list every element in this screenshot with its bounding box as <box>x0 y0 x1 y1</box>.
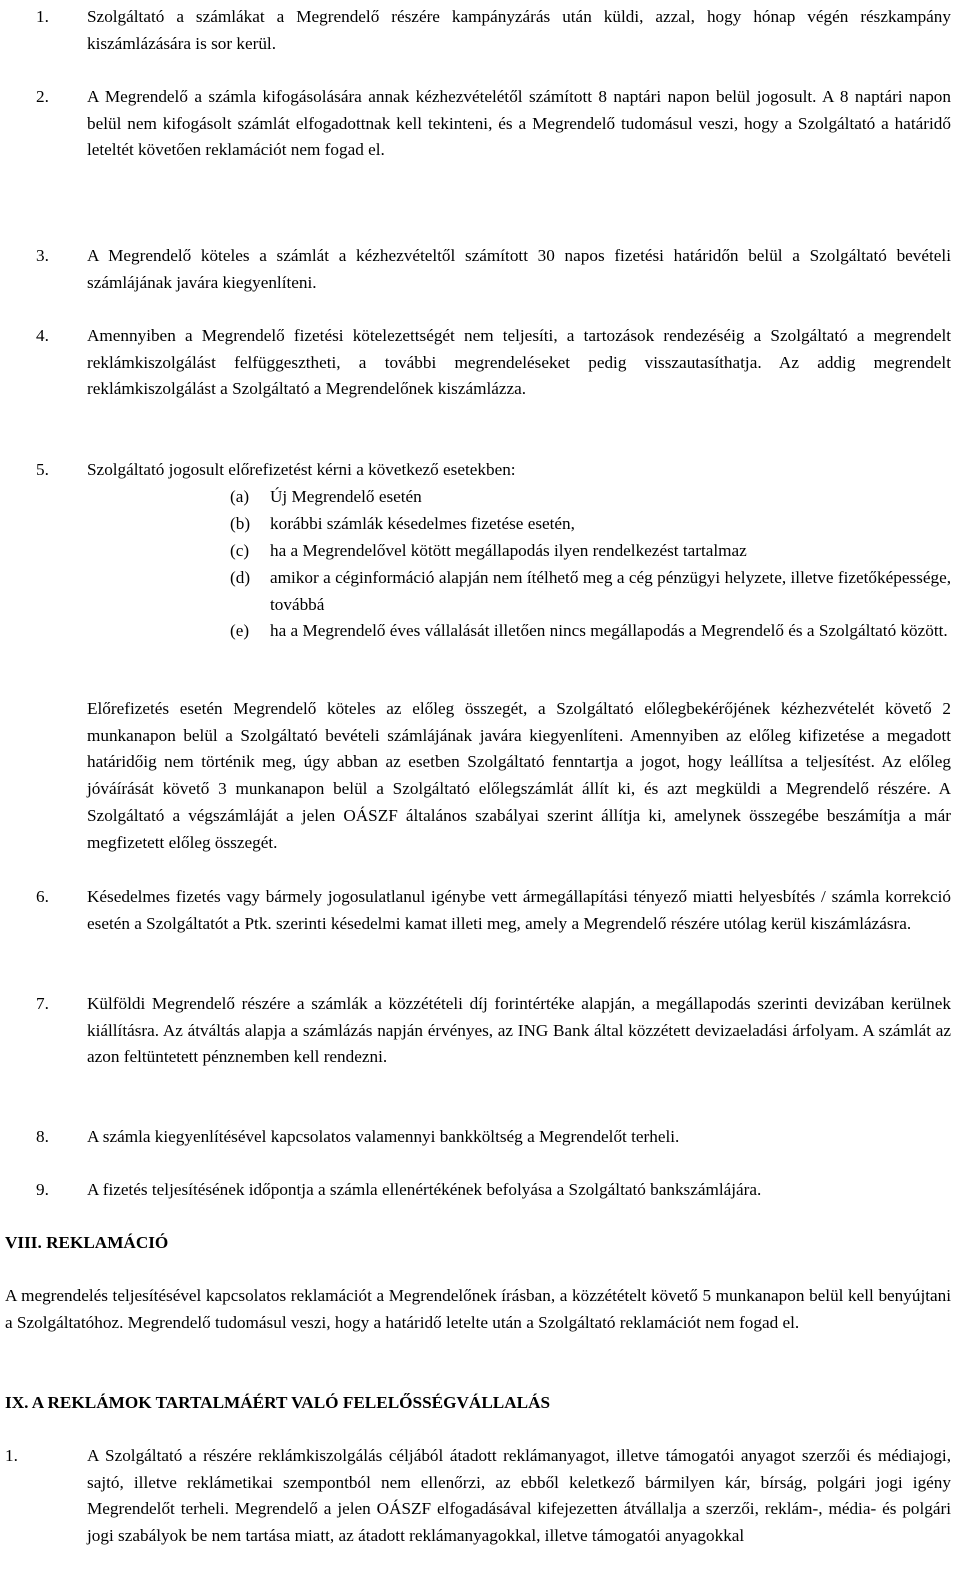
sub-item-label: (e) <box>230 621 250 640</box>
sub-item-text: korábbi számlák késedelmes fizetése esetén, <box>270 514 575 533</box>
sub-item-text: amikor a céginformáció alapján nem ítélhető meg a cég pénzügyi helyzete, illetve fizetőképessége, továbbá <box>270 568 951 614</box>
item-number: 2. <box>36 87 49 106</box>
item-number: 3. <box>36 246 49 265</box>
sub-item-label: (b) <box>230 514 251 533</box>
item-text: A fizetés teljesítésének időpontja a számla ellenértékének befolyása a Szolgáltató bankszámlájára. <box>87 1180 762 1199</box>
item-text: A Megrendelő a számla kifogásolására annak kézhezvételétől számított 8 naptári napon belül jogosult. A 8 naptári napon belül nem kifogásolt számlát elfogadottnak kell tekinteni, és a Megrendelő tudomásul veszi, hogy a Szolgáltató a határidő leteltét követően reklamációt nem fogad el. <box>87 87 951 160</box>
item-text: Szolgáltató jogosult előrefizetést kérni a következő esetekben: <box>87 460 516 479</box>
item-text: A Szolgáltató a részére reklámkiszolgálás céljából átadott reklámanyagot, illetve támogatói anyagot szerzői és médiajogi, sajtó, illetve reklámetikai szempontból nem ellenőrzi, az ebből keletkező bármilyen kár, bírság, polgári jogi igény Megrendelőt terheli. Megrendelő a jelen OÁSZF elfogadásával kifejezetten átvállalja a szerzői, reklám-, média- és polgári jogi szabályok be nem tartása miatt, az átadott reklámanyagokkal, illetve támogatói anyagokkal <box>87 1446 951 1546</box>
item-number: 7. <box>36 994 49 1013</box>
item-text: A Megrendelő köteles a számlát a kézhezvételtől számított 30 napos fizetési határidőn belül a Szolgáltató bevételi számlájának javára kiegyenlíteni. <box>87 246 951 292</box>
item-number: 5. <box>36 460 49 479</box>
item-text: Külföldi Megrendelő részére a számlák a közzétételi díj forintértéke alapján, a megállapodás szerinti devizában kerülnek kiállításra. Az átváltás alapja a számlázás napján érvényes, az ING Bank által közzétett devizaeladási árfolyam. A számlát az azon feltüntetett pénznemben kell rendezni. <box>87 994 951 1067</box>
sub-item-text: ha a Megrendelő éves vállalását illetően nincs megállapodás a Megrendelő és a Szolgáltató között. <box>270 621 948 640</box>
section-paragraph: A megrendelés teljesítésével kapcsolatos reklamációt a Megrendelőnek írásban, a közzétételt követő 5 munkanapon belül kell benyújtani a Szolgáltatóhoz. Megrendelő tudomásul veszi, hogy a határidő letelte után a Szolgáltató reklamációt nem fogad el. <box>5 1286 951 1332</box>
item-text: Amennyiben a Megrendelő fizetési kötelezettségét nem teljesíti, a tartozások rendezéséig a Szolgáltató a megrendelt reklámkiszolgálást felfüggesztheti, a további megrendeléseket pedig visszautasíthatja. Az addig megrendelt reklámkiszolgálást a Szolgáltató a Megrendelőnek kiszámlázza. <box>87 326 951 399</box>
sub-item-text: Új Megrendelő esetén <box>270 487 422 506</box>
item-text: A számla kiegyenlítésével kapcsolatos valamennyi bankköltség a Megrendelőt terheli. <box>87 1127 680 1146</box>
item-text: Szolgáltató a számlákat a Megrendelő részére kampányzárás után küldi, azzal, hogy hónap végén részkampány kiszámlázására is sor kerül. <box>87 7 951 53</box>
item-number: 4. <box>36 326 49 345</box>
item-number: 9. <box>36 1180 49 1199</box>
sub-item-label: (d) <box>230 568 251 587</box>
item-number: 1. <box>5 1446 18 1465</box>
item-number: 8. <box>36 1127 49 1146</box>
sub-item-label: (a) <box>230 487 250 506</box>
section-heading: IX. A REKLÁMOK TARTALMÁÉRT VALÓ FELELŐSSÉGVÁLLALÁS <box>5 1393 551 1412</box>
section-heading: VIII. REKLAMÁCIÓ <box>5 1233 169 1252</box>
item-number: 1. <box>36 7 49 26</box>
sub-item-label: (c) <box>230 541 250 560</box>
sub-item-text: ha a Megrendelővel kötött megállapodás ilyen rendelkezést tartalmaz <box>270 541 747 560</box>
prepayment-paragraph: Előrefizetés esetén Megrendelő köteles az előleg összegét, a Szolgáltató előlegbekérőjének kézhezvételét követő 2 munkanapon belül a Szolgáltató bevételi számlájának javára kiegyenlíteni. Amennyiben az előleg kifizetése a megadott határidőig nem történik meg, úgy abban az esetben Szolgáltató fenntartja a jogot, hogy leállítsa a teljesítést. Az előleg jóváírását követő 3 munkanapon belül a Szolgáltató előlegszámlát állít ki, és azt megküldi a Megrendelő részére. A Szolgáltató a végszámláját a jelen OÁSZF általános szabályai szerint állítja ki, amelynek összegébe beszámítja a már megfizetett előleg összegét. <box>87 699 951 852</box>
item-number: 6. <box>36 887 49 906</box>
item-text: Késedelmes fizetés vagy bármely jogosulatlanul igénybe vett ármegállapítási tényező miatti helyesbítés / számla korrekció esetén a Szolgáltatót a Ptk. szerinti késedelmi kamat illeti meg, amely a Megrendelő részére utólag kerül kiszámlázásra. <box>87 887 951 933</box>
